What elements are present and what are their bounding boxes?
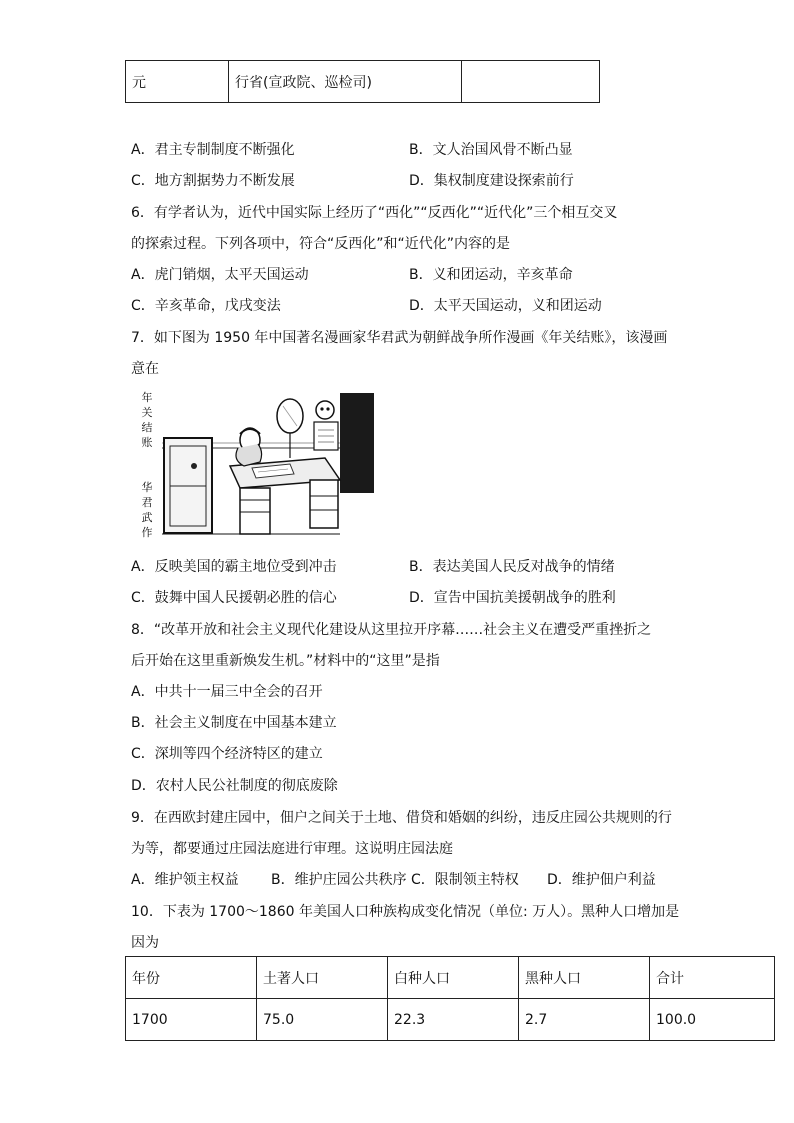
q9-option-b: B．维护庄园公共秩序 [271,872,407,888]
table-header-cell: 年份 [126,957,257,999]
q6-option-a: A．虎门销烟，太平天国运动 [131,267,309,283]
q8-stem-line1: 8．“改革开放和社会主义现代化建设从这里拉开序幕……社会主义在遭受严重挫折之 [131,622,652,638]
cartoon-author-label: 华君武作 [141,481,153,539]
q8-option-d: D．农村人民公社制度的彻底废除 [131,778,338,794]
table-row [126,999,775,1041]
q9-option-c: C．限制领主特权 [411,872,519,888]
q6-stem-line2: 的探索过程。下列各项中，符合“反西化”和“近代化”内容的是 [131,236,511,252]
q8-stem-line2: 后开始在这里重新焕发生机。”材料中的“这里”是指 [131,653,440,669]
table-cell: 75.0 [257,999,388,1041]
table-cell: 1700 [126,999,257,1041]
table-cell: 2.7 [519,999,650,1041]
q6-option-c: C．辛亥革命，戊戌变法 [131,298,281,314]
table-header-row [126,957,775,999]
cartoon-image [140,388,376,546]
q7-stem-line2: 意在 [131,361,159,377]
q9-stem-line2: 为等，都要通过庄园法庭进行审理。这说明庄园法庭 [131,841,453,857]
table-cell: 100.0 [650,999,775,1041]
table-cell: 22.3 [388,999,519,1041]
top-table [125,60,600,103]
table-header-cell: 黑种人口 [519,957,650,999]
q5-option-a: A．君主专制制度不断强化 [131,142,295,158]
q7-option-a: A．反映美国的霸主地位受到冲击 [131,559,337,575]
q8-option-b: B．社会主义制度在中国基本建立 [131,715,337,731]
cartoon-drawing [140,388,376,546]
top-table-cell: 元 [126,61,229,103]
q9-stem-line1: 9．在西欧封建庄园中，佃户之间关于土地、借贷和婚姻的纠纷，违反庄园公共规则的行 [131,810,672,826]
population-table [125,956,775,1041]
q6-option-d: D．太平天国运动，义和团运动 [409,298,602,314]
cartoon-title-label: 年关结账 [141,391,153,449]
top-table-cell [462,61,600,103]
q7-stem-line1: 7．如下图为 1950 年中国著名漫画家华君武为朝鲜战争所作漫画《年关结账》，该漫画 [131,330,668,346]
table-header-cell: 土著人口 [257,957,388,999]
q6-option-b: B．义和团运动，辛亥革命 [409,267,573,283]
q9-option-a: A．维护领主权益 [131,872,239,888]
table-header-cell: 白种人口 [388,957,519,999]
q7-option-d: D．宣告中国抗美援朝战争的胜利 [409,590,616,606]
q6-stem-line1: 6．有学者认为，近代中国实际上经历了“西化”“反西化”“近代化”三个相互交叉 [131,205,618,221]
q9-option-d: D．维护佃户利益 [547,872,656,888]
q5-option-c: C．地方割据势力不断发展 [131,173,295,189]
q8-option-a: A．中共十一届三中全会的召开 [131,684,323,700]
top-table-cell: 行省(宣政院、巡检司) [229,61,462,103]
q5-option-b: B．文人治国风骨不断凸显 [409,142,573,158]
q10-stem-line1: 10．下表为 1700～1860 年美国人口种族构成变化情况（单位: 万人）。黑种人口增加是 [131,904,680,920]
table-header-cell: 合计 [650,957,775,999]
q8-option-c: C．深圳等四个经济特区的建立 [131,746,323,762]
q7-option-b: B．表达美国人民反对战争的情绪 [409,559,615,575]
q10-stem-line2: 因为 [131,935,159,951]
q7-option-c: C．鼓舞中国人民援朝必胜的信心 [131,590,337,606]
q5-option-d: D．集权制度建设探索前行 [409,173,574,189]
